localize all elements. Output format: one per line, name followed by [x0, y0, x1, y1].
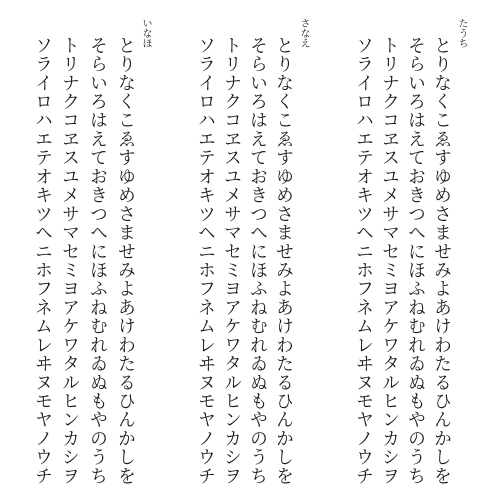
group-title-tauchi: たうち	[456, 18, 467, 48]
sample-line: とりなくこゑすゆめさませみよあけわたるひんかしを	[273, 36, 294, 485]
sample-line: そらいろはえておきつへにほふねむれゐぬもやのうち	[405, 36, 426, 485]
group-title-inaho: いなほ	[140, 18, 151, 48]
sample-line: ソライロハエテオキツヘニホフネムレヰヌモヤノウチ	[353, 36, 374, 485]
group-title-sanae: さなえ	[298, 18, 309, 48]
sample-line: トリナクコヱスユメサマセミヨアケワタルヒンカシヲ	[221, 36, 242, 485]
sample-line: とりなくこゑすゆめさませみよあけわたるひんかしを	[431, 36, 452, 485]
sample-line: トリナクコヱスユメサマセミヨアケワタルヒンカシヲ	[379, 36, 400, 485]
sample-line: ソライロハエテオキツヘニホフネムレヰヌモヤノウチ	[32, 36, 53, 485]
sample-line: トリナクコヱスユメサマセミヨアケワタルヒンカシヲ	[59, 36, 80, 485]
sample-line: とりなくこゑすゆめさませみよあけわたるひんかしを	[115, 36, 136, 485]
sample-line: そらいろはえておきつへにほふねむれゐぬもやのうち	[87, 36, 108, 485]
sample-line: ソライロハエテオキツヘニホフネムレヰヌモヤノウチ	[195, 36, 216, 485]
sample-line: そらいろはえておきつへにほふねむれゐぬもやのうち	[247, 36, 268, 485]
